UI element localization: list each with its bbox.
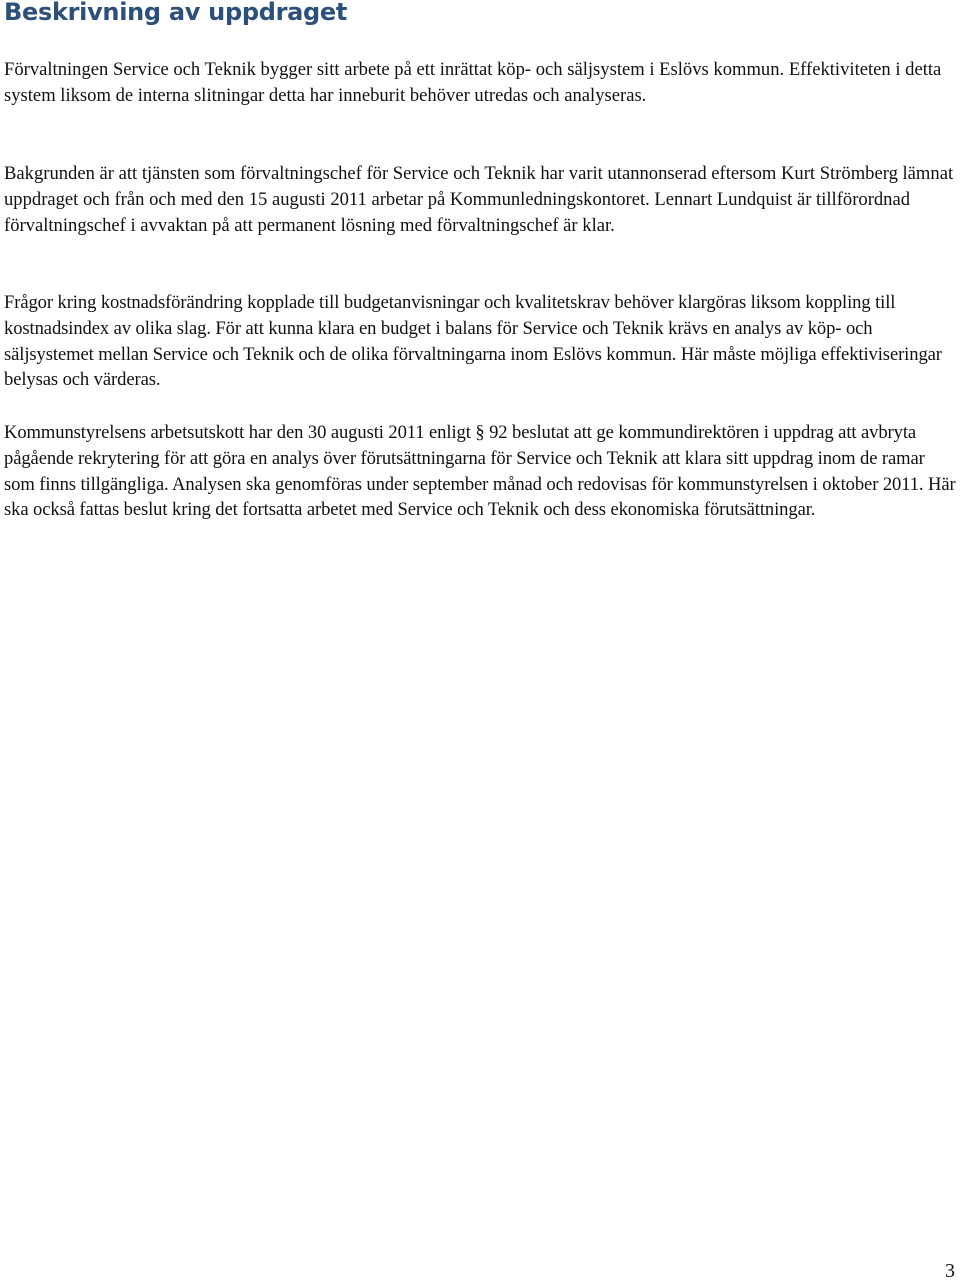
page-title: Beskrivning av uppdraget (4, 0, 348, 26)
paragraph-4: Kommunstyrelsens arbetsutskott har den 30 augusti 2011 enligt § 92 beslutat att ge kommundirektören i uppdrag att avbryta pågående rekrytering för att göra en analys över förutsättningarna för Service och Teknik att klara sitt uppdrag inom de ramar som finns tillgängliga. Analysen ska genomföras under september månad och redovisas för kommunstyrelsen i oktober 2011. Här ska också fattas beslut kring det fortsatta arbetet med Service och Teknik och dess ekonomiska förutsättningar. (4, 422, 956, 521)
paragraph-1: Förvaltningen Service och Teknik bygger sitt arbete på ett inrättat köp- och säljsystem i Eslövs kommun. Effektiviteten i detta system liksom de interna slitningar detta har inneburit behöver utredas och analyseras. (4, 59, 942, 106)
page-number: 3 (945, 1260, 955, 1282)
paragraph-3: Frågor kring kostnadsförändring kopplade till budgetanvisningar och kvalitetskrav behöver klargöras liksom koppling till kostnadsindex av olika slag. För att kunna klara en budget i balans för Service och Teknik krävs en analys av köp- och säljsystemet mellan Service och Teknik och de olika förvaltningarna inom Eslövs kommun. Här måste möjliga effektiviseringar belysas och värderas. (4, 292, 942, 391)
paragraph-2: Bakgrunden är att tjänsten som förvaltningschef för Service och Teknik har varit utannonserad eftersom Kurt Strömberg lämnat uppdraget och från och med den 15 augusti 2011 arbetar på Kommunledningskontoret. Lennart Lundquist är tillförordnad förvaltningschef i avvaktan på att permanent lösning med förvaltningschef är klar. (4, 163, 954, 236)
